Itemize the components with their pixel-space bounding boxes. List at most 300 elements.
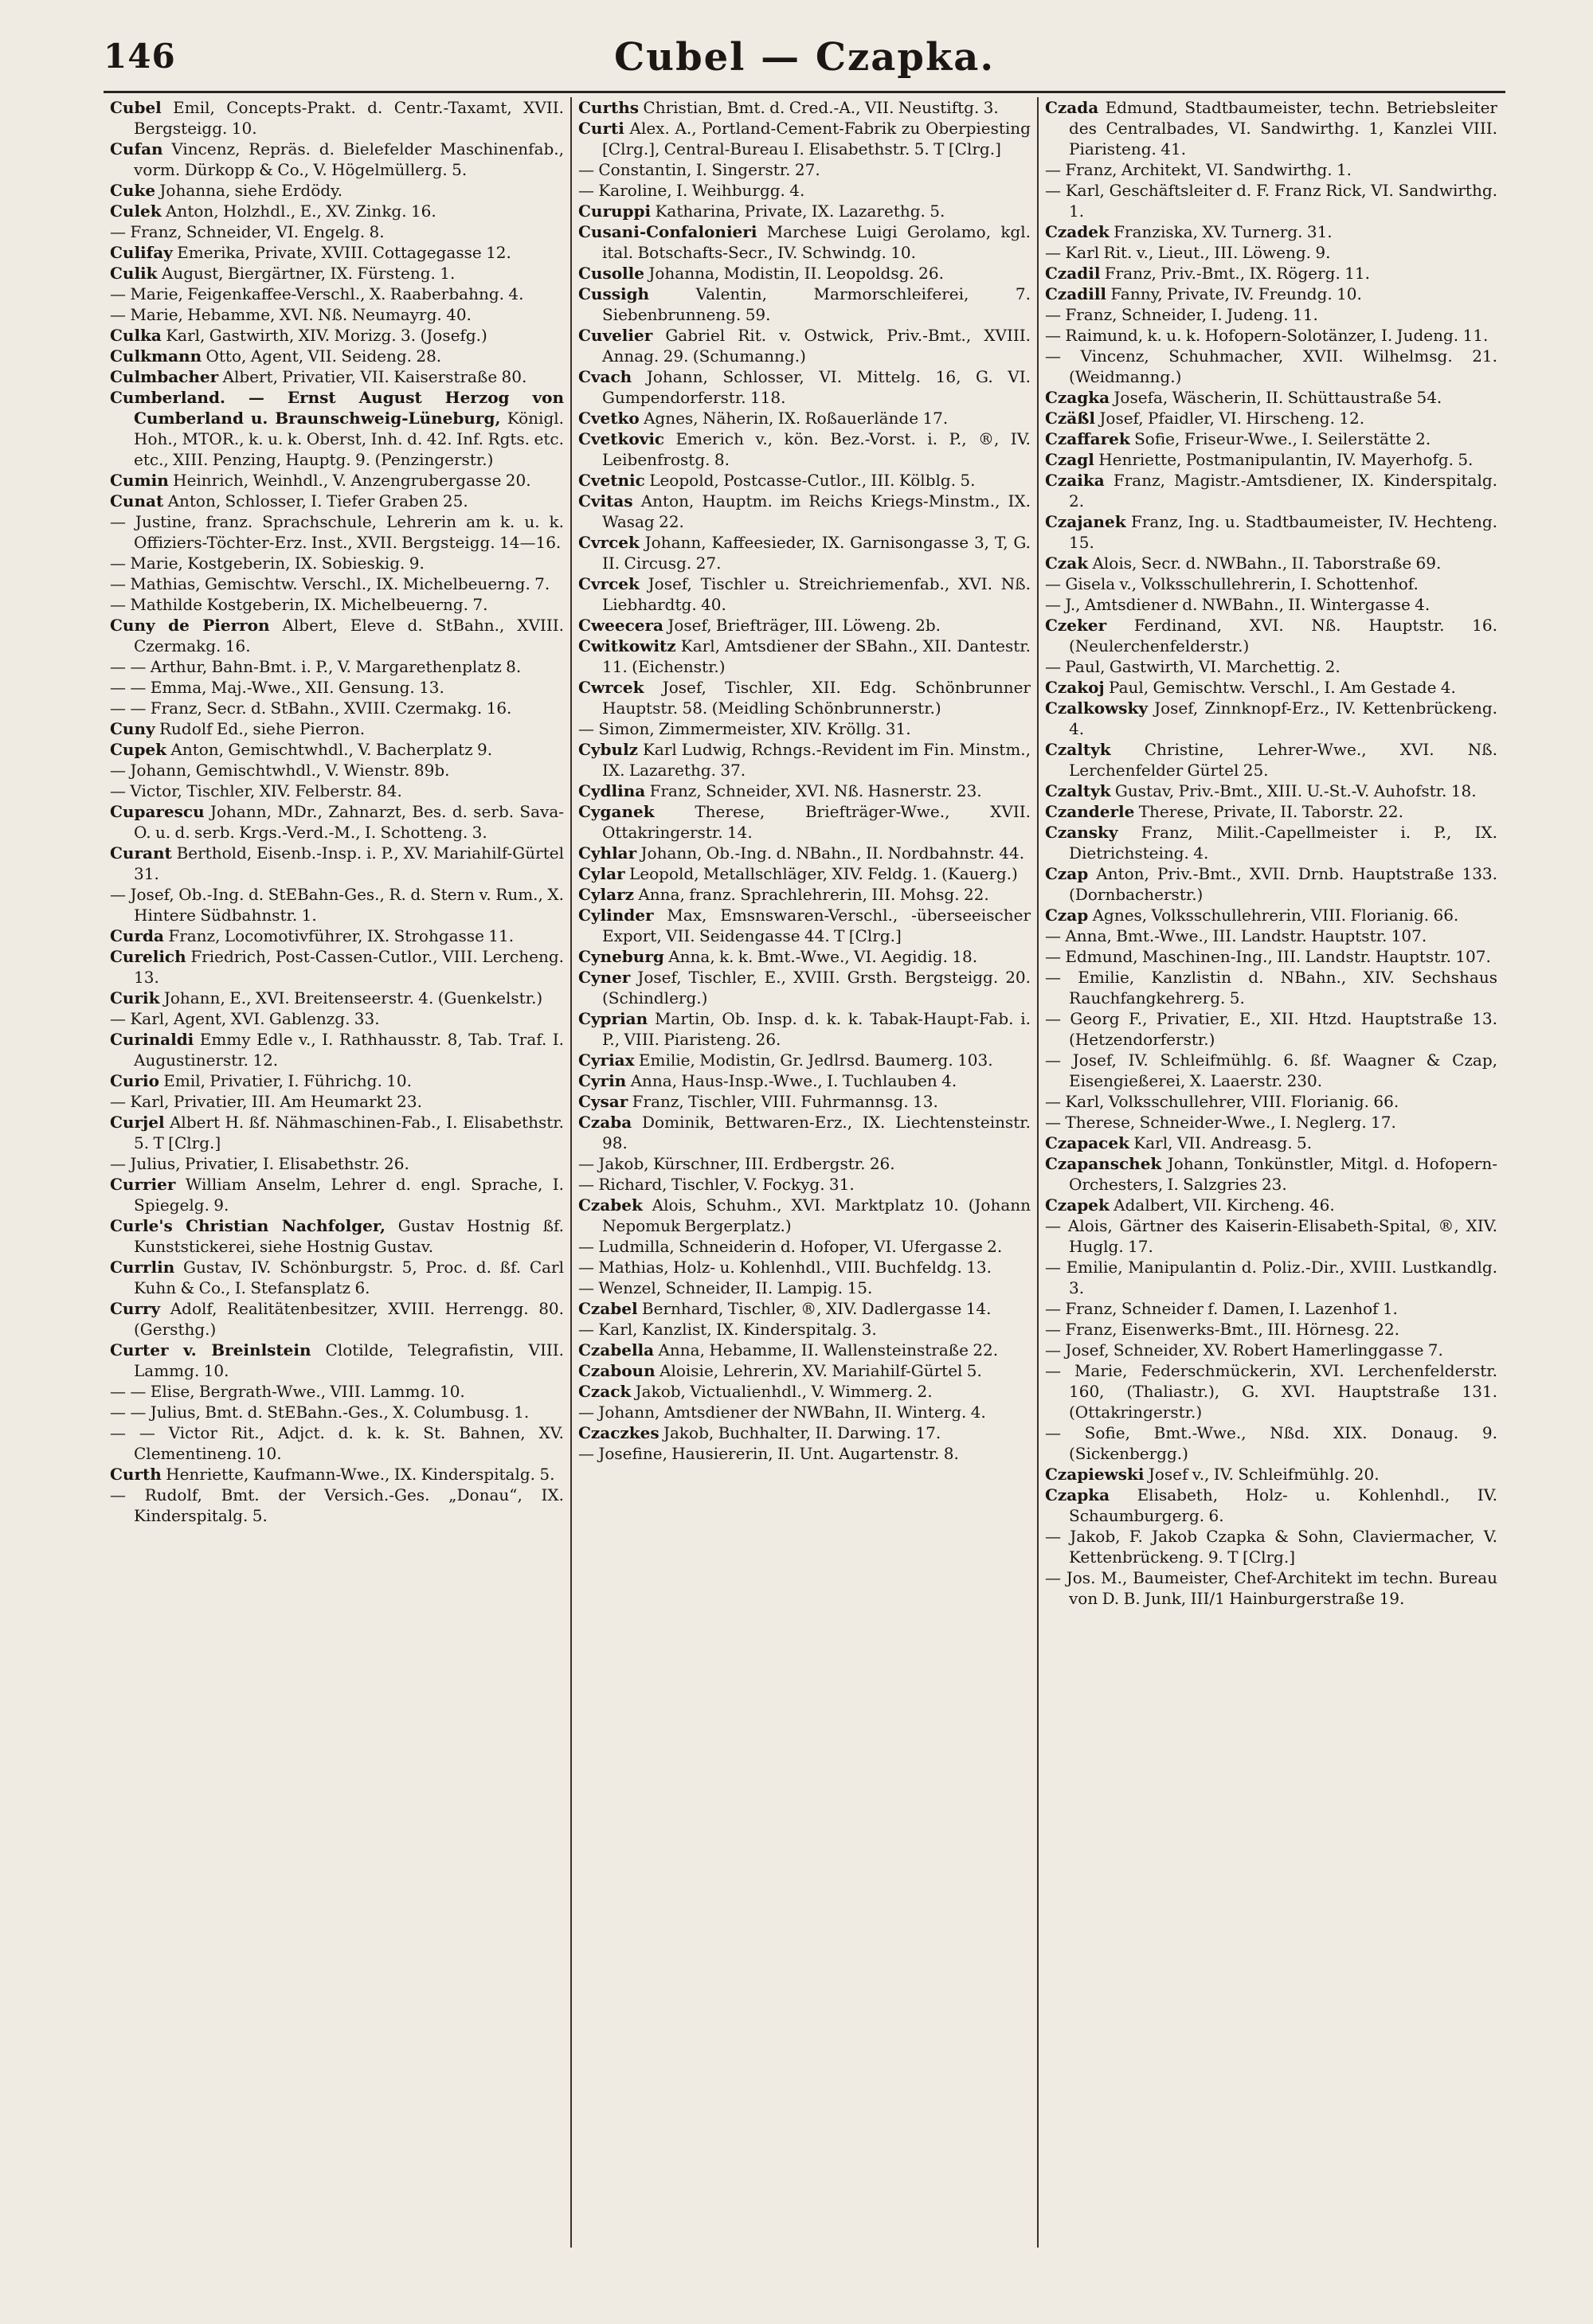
entry-name: Czanderle bbox=[1045, 802, 1135, 821]
entry-name: Currlin bbox=[110, 1258, 175, 1277]
entry-name: Czäßl bbox=[1045, 409, 1096, 428]
directory-entry bbox=[110, 573, 564, 594]
entry-name: Cylarz bbox=[578, 885, 634, 904]
entry-text: — Anna, Bmt.-Wwe., III. Landstr. Hauptstr. 107. bbox=[1045, 926, 1427, 945]
entry-text: — Franz, Schneider, VI. Engelg. 8. bbox=[110, 222, 385, 241]
entry-name: Czadil bbox=[1045, 264, 1101, 283]
entry-name: Cyrin bbox=[578, 1071, 627, 1090]
entry-text: Franz, Locomotivführer, IX. Strohgasse 11. bbox=[168, 926, 515, 945]
entry-name: Cvach bbox=[578, 367, 632, 386]
directory-entry bbox=[578, 1443, 1031, 1464]
directory-entry bbox=[110, 677, 564, 698]
entry-name: Czabella bbox=[578, 1340, 655, 1360]
directory-entry bbox=[578, 532, 1031, 573]
directory-entry bbox=[110, 263, 564, 284]
directory-entry bbox=[110, 1257, 564, 1298]
entry-text: Christian, Bmt. d. Cred.-A., VII. Neustiftg. 3. bbox=[643, 98, 999, 117]
directory-entry bbox=[110, 1464, 564, 1485]
directory-entry bbox=[110, 1381, 564, 1402]
directory-entry bbox=[1045, 905, 1497, 925]
entry-text: — Alois, Gärtner des Kaiserin-Elisabeth-Spital, ®, XIV. Huglg. 17. bbox=[1045, 1216, 1497, 1256]
directory-entry bbox=[1045, 263, 1497, 284]
entry-text: — Johann, Amtsdiener der NWBahn, II. Winterg. 4. bbox=[578, 1403, 986, 1422]
entry-text: Max, Emsnswaren-Verschl., -überseeischer Export, VII. Seidengasse 44. T [Clrg.] bbox=[602, 906, 1031, 945]
directory-entry bbox=[110, 1070, 564, 1091]
entry-name: Curda bbox=[110, 926, 164, 945]
directory-entry bbox=[578, 946, 1031, 967]
directory-entry bbox=[110, 781, 564, 801]
entry-text: Agnes, Näherin, IX. Roßauerlände 17. bbox=[644, 409, 949, 428]
entry-name: Czakoj bbox=[1045, 678, 1105, 697]
directory-entry bbox=[578, 180, 1031, 201]
directory-entry bbox=[110, 97, 564, 139]
entry-text: Anna, Hebamme, II. Wallensteinstraße 22. bbox=[658, 1340, 999, 1360]
directory-entry bbox=[110, 698, 564, 718]
entry-text: Emil, Concepts-Prakt. d. Centr.-Taxamt, XVII. Bergsteigg. 10. bbox=[134, 98, 564, 138]
entry-name: Czaika bbox=[1045, 471, 1105, 490]
directory-entry bbox=[578, 573, 1031, 615]
directory-entry bbox=[110, 1112, 564, 1153]
directory-entry bbox=[1045, 1050, 1497, 1091]
entry-text: — Karl, Agent, XVI. Gablenzg. 33. bbox=[110, 1009, 380, 1028]
entry-name: Cunat bbox=[110, 491, 164, 511]
entry-name: Culmbacher bbox=[110, 367, 219, 386]
entry-text: Josef, Tischler, E., XVIII. Grsth. Bergsteigg. 20. (Schindlerg.) bbox=[602, 968, 1031, 1007]
directory-entry bbox=[1045, 408, 1497, 428]
directory-entry bbox=[1045, 221, 1497, 242]
directory-entry bbox=[110, 1153, 564, 1174]
directory-entry bbox=[578, 1050, 1031, 1070]
directory-entry bbox=[1045, 449, 1497, 470]
entry-name: Cuny bbox=[110, 719, 155, 738]
directory-entry bbox=[578, 1236, 1031, 1257]
directory-entry bbox=[110, 656, 564, 677]
directory-entry bbox=[1045, 511, 1497, 553]
entry-text: Paul, Gemischtw. Verschl., I. Am Gestade 4. bbox=[1109, 678, 1456, 697]
directory-entry bbox=[1045, 97, 1497, 159]
entry-name: Czadek bbox=[1045, 222, 1110, 241]
entry-text: — Ludmilla, Schneiderin d. Hofoper, VI. Ufergasse 2. bbox=[578, 1237, 1003, 1256]
directory-entry bbox=[578, 1257, 1031, 1277]
entry-text: Martin, Ob. Insp. d. k. k. Tabak-Haupt-Fab. i. P., VIII. Piaristeng. 26. bbox=[602, 1009, 1031, 1049]
entry-text: Josef, Tischler, XII. Edg. Schönbrunner Hauptstr. 58. (Meidling Schönbrunnerstr.) bbox=[602, 678, 1031, 718]
directory-entry bbox=[1045, 967, 1497, 1008]
entry-text: Anton, Hauptm. im Reichs Kriegs-Minstm., IX. Wasag 22. bbox=[602, 491, 1031, 531]
entry-name: Czak bbox=[1045, 554, 1089, 573]
entry-text: Henriette, Kaufmann-Wwe., IX. Kinderspitalg. 5. bbox=[166, 1465, 555, 1484]
entry-name: Czadill bbox=[1045, 284, 1107, 303]
entry-text: Franz, Magistr.-Amtsdiener, IX. Kinderspitalg. 2. bbox=[1069, 471, 1497, 511]
directory-entry bbox=[578, 905, 1031, 946]
directory-entry bbox=[110, 1422, 564, 1464]
directory-entry bbox=[110, 201, 564, 221]
directory-entry bbox=[578, 1340, 1031, 1360]
directory-entry bbox=[578, 1298, 1031, 1319]
entry-text: Gustav, IV. Schönburgstr. 5, Proc. d. ßf. Carl Kuhn & Co., I. Stefansplatz 6. bbox=[134, 1258, 565, 1297]
directory-entry bbox=[578, 221, 1031, 263]
directory-entry bbox=[110, 1340, 564, 1381]
entry-text: Aloisie, Lehrerin, XV. Mariahilf-Gürtel 5. bbox=[660, 1361, 982, 1380]
directory-entry bbox=[1045, 325, 1497, 346]
directory-entry bbox=[578, 718, 1031, 739]
entry-name: Czack bbox=[578, 1382, 632, 1401]
entry-name: Czap bbox=[1045, 906, 1089, 925]
directory-entry bbox=[110, 491, 564, 511]
entry-name: Cvetnic bbox=[578, 471, 645, 490]
directory-entry bbox=[578, 428, 1031, 470]
entry-text: Emil, Privatier, I. Führichg. 10. bbox=[163, 1071, 412, 1090]
directory-entry bbox=[1045, 594, 1497, 615]
entry-text: August, Biergärtner, IX. Fürsteng. 1. bbox=[161, 264, 456, 283]
entry-text: — Marie, Kostgeberin, IX. Sobieskig. 9. bbox=[110, 554, 425, 573]
entry-name: Curik bbox=[110, 988, 160, 1007]
entry-name: Culka bbox=[110, 326, 162, 345]
directory-entry bbox=[1045, 1008, 1497, 1050]
entry-name: Cussigh bbox=[578, 284, 650, 303]
directory-entry bbox=[1045, 1319, 1497, 1340]
directory-entry bbox=[110, 801, 564, 843]
entry-text: Anton, Schlosser, I. Tiefer Graben 25. bbox=[167, 491, 468, 511]
entry-name: Cyhlar bbox=[578, 843, 637, 863]
directory-entry bbox=[578, 263, 1031, 284]
directory-entry bbox=[1045, 822, 1497, 863]
entry-text: Johann, Kaffeesieder, IX. Garnisongasse 3, T, G. II. Circusg. 27. bbox=[602, 533, 1031, 573]
directory-entry bbox=[578, 615, 1031, 636]
directory-entry bbox=[1045, 1112, 1497, 1133]
entry-name: Cwrcek bbox=[578, 678, 644, 697]
directory-entry bbox=[110, 1174, 564, 1215]
directory-entry bbox=[578, 201, 1031, 221]
entry-name: Curjel bbox=[110, 1113, 165, 1132]
entry-text: Karl, Gastwirth, XIV. Morizg. 3. (Josefg.) bbox=[166, 326, 487, 345]
entry-text: Anton, Priv.-Bmt., XVII. Drnb. Hauptstraße 133. (Dornbacherstr.) bbox=[1069, 864, 1498, 904]
entry-text: Johann, Ob.-Ing. d. NBahn., II. Nordbahnstr. 44. bbox=[640, 843, 1025, 863]
column-3 bbox=[1037, 97, 1504, 2248]
entry-text: Karl, Amtsdiener der SBahn., XII. Dantestr. 11. (Eichenstr.) bbox=[602, 636, 1031, 676]
entry-name: Czapanschek bbox=[1045, 1154, 1162, 1173]
entry-text: Albert, Eleve d. StBahn., XVIII. Czermakg. 16. bbox=[134, 616, 564, 655]
entry-name: Cyriax bbox=[578, 1050, 635, 1070]
entry-text: Karl, VII. Andreasg. 5. bbox=[1133, 1133, 1313, 1152]
entry-text: Berthold, Eisenb.-Insp. i. P., XV. Mariahilf-Gürtel 31. bbox=[134, 843, 564, 883]
entry-text: Heinrich, Weinhdl., V. Anzengrubergasse 20. bbox=[173, 471, 531, 490]
entry-name: Cweecera bbox=[578, 616, 663, 635]
directory-entry bbox=[110, 884, 564, 925]
directory-entry bbox=[578, 1360, 1031, 1381]
entry-text: Gabriel Rit. v. Ostwick, Priv.-Bmt., XVIII. Annag. 29. (Schumanng.) bbox=[602, 326, 1031, 366]
entry-name: Czalkowsky bbox=[1045, 698, 1148, 718]
entry-name: Cvetkovic bbox=[578, 429, 665, 448]
entry-name: Czapka bbox=[1045, 1485, 1110, 1504]
entry-text: Johann, MDr., Zahnarzt, Bes. d. serb. Sava-O. u. d. serb. Krgs.-Verd.-M., I. Schotteng. 3. bbox=[134, 802, 564, 842]
directory-entry bbox=[110, 760, 564, 781]
entry-text: Therese, Private, II. Taborstr. 22. bbox=[1138, 802, 1404, 821]
entry-name: Czaltyk bbox=[1045, 740, 1111, 759]
entry-text: — Mathias, Holz- u. Kohlenhdl., VIII. Buchfeldg. 13. bbox=[578, 1258, 992, 1277]
entry-name: Cylar bbox=[578, 864, 625, 883]
column-1 bbox=[104, 97, 570, 2248]
entry-name: Czapacek bbox=[1045, 1133, 1129, 1152]
entry-text: — Marie, Feigenkaffee-Verschl., X. Raaberbahng. 4. bbox=[110, 284, 524, 303]
entry-text: Marchese Luigi Gerolamo, kgl. ital. Botschafts-Secr., IV. Schwindg. 10. bbox=[602, 222, 1031, 262]
entry-text: Adolf, Realitätenbesitzer, XVIII. Herrengg. 80. (Gersthg.) bbox=[134, 1299, 564, 1339]
entry-text: Alex. A., Portland-Cement-Fabrik zu Oberpiesting [Clrg.], Central-Bureau I. Elisabethstr. 5. T [Clrg.] bbox=[602, 119, 1031, 158]
entry-text: Josef, Briefträger, III. Löweng. 2b. bbox=[667, 616, 941, 635]
entry-name: Cubel bbox=[110, 98, 162, 117]
entry-text: — J., Amtsdiener d. NWBahn., II. Wintergasse 4. bbox=[1045, 595, 1431, 614]
entry-text: Josefa, Wäscherin, II. Schüttaustraße 54. bbox=[1114, 388, 1442, 407]
directory-entry bbox=[110, 1008, 564, 1029]
entry-text: Bernhard, Tischler, ®, XIV. Dadlergasse 14. bbox=[641, 1299, 992, 1318]
entry-text: Leopold, Metallschläger, XIV. Feldg. 1. (Kauerg.) bbox=[629, 864, 1018, 883]
entry-text: — Therese, Schneider-Wwe., I. Neglerg. 17. bbox=[1045, 1113, 1396, 1132]
entry-text: Johann, Schlosser, VI. Mittelg. 16, G. VI. Gumpendorferstr. 118. bbox=[602, 367, 1031, 407]
entry-name: Czaba bbox=[578, 1113, 632, 1132]
entry-text: Anna, Haus-Insp.-Wwe., I. Tuchlauben 4. bbox=[630, 1071, 957, 1090]
entry-text: Anna, franz. Sprachlehrerin, III. Mohsg. 22. bbox=[638, 885, 989, 904]
entry-text: Emmy Edle v., I. Rathhausstr. 8, Tab. Traf. I. Augustinerstr. 12. bbox=[134, 1030, 564, 1070]
entry-name: Curths bbox=[578, 98, 640, 117]
directory-entry bbox=[110, 594, 564, 615]
entry-name: Curinaldi bbox=[110, 1030, 194, 1049]
entry-name: Czeker bbox=[1045, 616, 1107, 635]
entry-text: — Richard, Tischler, V. Fockyg. 31. bbox=[578, 1175, 855, 1194]
directory-entry bbox=[110, 553, 564, 573]
directory-entry bbox=[1045, 946, 1497, 967]
entry-text: Johanna, siehe Erdödy. bbox=[159, 181, 343, 200]
directory-entry bbox=[578, 843, 1031, 863]
entry-name: Cyprian bbox=[578, 1009, 648, 1028]
directory-entry bbox=[578, 366, 1031, 408]
entry-text: — — Elise, Bergrath-Wwe., VIII. Lammg. 10. bbox=[110, 1382, 465, 1401]
entry-text: — Johann, Gemischtwhdl., V. Wienstr. 89b. bbox=[110, 761, 450, 780]
directory-entry bbox=[1045, 1298, 1497, 1319]
directory-entry bbox=[110, 242, 564, 263]
entry-text: Friedrich, Post-Cassen-Cutlor., VIII. Lercheng. 13. bbox=[134, 947, 565, 987]
entry-text: Josef v., IV. Schleifmühlg. 20. bbox=[1148, 1465, 1380, 1484]
entry-text: Gustav Hostnig ßf. Kunststickerei, siehe Hostnig Gustav. bbox=[134, 1216, 564, 1256]
entry-text: — Georg F., Privatier, E., XII. Htzd. Hauptstraße 13. (Hetzendorferstr.) bbox=[1045, 1009, 1497, 1049]
entry-text: — — Franz, Secr. d. StBahn., XVIII. Czermakg. 16. bbox=[110, 698, 512, 718]
entry-name: Cvitas bbox=[578, 491, 633, 511]
entry-text: — Gisela v., Volksschullehrerin, I. Schottenhof. bbox=[1045, 574, 1419, 593]
entry-name: Cusani-Confalonieri bbox=[578, 222, 757, 241]
entry-text: — Raimund, k. u. k. Hofopern-Solotänzer, I. Judeng. 11. bbox=[1045, 326, 1489, 345]
directory-entry bbox=[578, 284, 1031, 325]
directory-entry bbox=[1045, 573, 1497, 594]
directory-entry bbox=[1045, 1195, 1497, 1215]
entry-text: Franz, Milit.-Capellmeister i. P., IX. Dietrichsteing. 4. bbox=[1069, 823, 1497, 863]
directory-entry bbox=[110, 1091, 564, 1112]
entry-text: Ferdinand, XVI. Nß. Hauptstr. 16. (Neulerchenfelderstr.) bbox=[1069, 616, 1497, 655]
entry-name: Czaboun bbox=[578, 1361, 656, 1380]
directory-entry bbox=[578, 408, 1031, 428]
directory-entry bbox=[110, 139, 564, 180]
entry-name: Cvrcek bbox=[578, 574, 640, 593]
directory-entry bbox=[578, 1381, 1031, 1402]
directory-entry bbox=[1045, 346, 1497, 387]
entry-name: Cyneburg bbox=[578, 947, 664, 966]
entry-text: — Karl Rit. v., Lieut., III. Löweng. 9. bbox=[1045, 243, 1331, 262]
directory-entry bbox=[578, 491, 1031, 532]
directory-entry bbox=[110, 1402, 564, 1422]
entry-text: — Victor, Tischler, XIV. Felberstr. 84. bbox=[110, 781, 402, 800]
entry-text: Edmund, Stadtbaumeister, techn. Betriebsleiter des Centralbades, VI. Sandwirthg. 1, Kanzlei VIII. Piaristeng. 41. bbox=[1069, 98, 1497, 158]
page-number: 146 bbox=[104, 37, 176, 76]
directory-entry bbox=[110, 718, 564, 739]
entry-text: — Josef, IV. Schleifmühlg. 6. ßf. Waagner & Czap, Eisengießerei, X. Laaerstr. 230. bbox=[1045, 1050, 1497, 1090]
entry-text: — Emilie, Manipulantin d. Poliz.-Dir., XVIII. Lustkandlg. 3. bbox=[1045, 1258, 1497, 1297]
entry-text: Franz, Schneider, XVI. Nß. Hasnerstr. 23. bbox=[649, 781, 982, 800]
entry-text: — Jos. M., Baumeister, Chef-Architekt im techn. Bureau von D. B. Junk, III/1 Hainburgerstraße 19. bbox=[1045, 1568, 1497, 1608]
entry-name: Curter v. Breinlstein bbox=[110, 1340, 311, 1360]
entry-name: Cylinder bbox=[578, 906, 654, 925]
entry-text: Emilie, Modistin, Gr. Jedlrsd. Baumerg. 103. bbox=[638, 1050, 993, 1070]
entry-name: Currier bbox=[110, 1175, 176, 1194]
directory-entry bbox=[1045, 1485, 1497, 1526]
column-2 bbox=[570, 97, 1037, 2248]
entry-text: Franziska, XV. Turnerg. 31. bbox=[1114, 222, 1333, 241]
directory-entry bbox=[1045, 1360, 1497, 1422]
directory-entry bbox=[578, 118, 1031, 159]
entry-name: Czap bbox=[1045, 864, 1089, 883]
directory-entry bbox=[1045, 180, 1497, 221]
entry-name: Czajanek bbox=[1045, 512, 1126, 531]
directory-entry bbox=[578, 470, 1031, 491]
running-title: Cubel — Czapka. bbox=[613, 35, 996, 80]
directory-entry bbox=[1045, 925, 1497, 946]
entry-text: — Rudolf, Bmt. der Versich.-Ges. „Donau“, IX. Kinderspitalg. 5. bbox=[110, 1485, 564, 1525]
entry-name: Czansky bbox=[1045, 823, 1118, 842]
entry-text: Josef, Pfaidler, VI. Hirscheng. 12. bbox=[1099, 409, 1365, 428]
entry-text: — Franz, Schneider f. Damen, I. Lazenhof 1. bbox=[1045, 1299, 1398, 1318]
entry-text: — Marie, Federschmückerin, XVI. Lerchenfelderstr. 160, (Thaliastr.), G. XVI. Hauptstraße 131. (Ottakringerstr.) bbox=[1045, 1361, 1497, 1422]
directory-entry bbox=[110, 304, 564, 325]
entry-text: — Karl, Kanzlist, IX. Kinderspitalg. 3. bbox=[578, 1320, 877, 1339]
entry-text: — Jakob, F. Jakob Czapka & Sohn, Claviermacher, V. Kettenbrückeng. 9. T [Clrg.] bbox=[1045, 1527, 1497, 1567]
entry-text: — Mathias, Gemischtw. Verschl., IX. Michelbeuerng. 7. bbox=[110, 574, 550, 593]
entry-name: Culkmann bbox=[110, 346, 202, 366]
directory-entry bbox=[578, 884, 1031, 905]
entry-text: — Franz, Architekt, VI. Sandwirthg. 1. bbox=[1045, 160, 1352, 179]
directory-entry bbox=[578, 801, 1031, 843]
directory-entry bbox=[1045, 1133, 1497, 1153]
entry-text: Alois, Schuhm., XVI. Marktplatz 10. (Johann Nepomuk Bergerplatz.) bbox=[602, 1195, 1031, 1235]
entry-text: Elisabeth, Holz- u. Kohlenhdl., IV. Schaumburgerg. 6. bbox=[1069, 1485, 1498, 1525]
directory-entry bbox=[110, 346, 564, 366]
directory-entry bbox=[578, 967, 1031, 1008]
directory-entry bbox=[110, 366, 564, 387]
directory-entry bbox=[578, 1174, 1031, 1195]
directory-entry bbox=[110, 1029, 564, 1070]
entry-name: Cwitkowitz bbox=[578, 636, 676, 655]
entry-name: Cuke bbox=[110, 181, 156, 200]
entry-text: Franz, Ing. u. Stadtbaumeister, IV. Hechteng. 15. bbox=[1069, 512, 1498, 552]
directory-entry bbox=[578, 1008, 1031, 1050]
directory-entry bbox=[110, 739, 564, 760]
entry-text: — Justine, franz. Sprachschule, Lehrerin am k. u. k. Offiziers-Töchter-Erz. Inst., XVII. Bergsteigg. 14—16. bbox=[110, 512, 564, 552]
entry-name: Cyganek bbox=[578, 802, 655, 821]
entry-name: Cydlina bbox=[578, 781, 646, 800]
entry-text: — Paul, Gastwirth, VI. Marchettig. 2. bbox=[1045, 657, 1341, 676]
entry-name: Curant bbox=[110, 843, 172, 863]
directory-entry bbox=[110, 284, 564, 304]
directory-entry bbox=[110, 470, 564, 491]
directory-entry bbox=[1045, 677, 1497, 698]
entry-text: Valentin, Marmorschleiferei, 7. Siebenbrunneng. 59. bbox=[602, 284, 1031, 324]
directory-entry bbox=[1045, 781, 1497, 801]
entry-name: Czaffarek bbox=[1045, 429, 1130, 448]
directory-entry bbox=[110, 1485, 564, 1526]
entry-text: Clotilde, Telegrafistin, VIII. Lammg. 10. bbox=[134, 1340, 565, 1380]
entry-text: — Edmund, Maschinen-Ing., III. Landstr. Hauptstr. 107. bbox=[1045, 947, 1491, 966]
directory-entry bbox=[1045, 284, 1497, 304]
entry-text: Vincenz, Repräs. d. Bielefelder Maschinenfab., vorm. Dürkopp & Co., V. Högelmüllerg. 5. bbox=[134, 139, 565, 179]
entry-name: Cufan bbox=[110, 139, 163, 158]
entry-text: Albert, Privatier, VII. Kaiserstraße 80. bbox=[222, 367, 527, 386]
entry-text: Dominik, Bettwaren-Erz., IX. Liechtensteinstr. 98. bbox=[602, 1113, 1031, 1152]
entry-name: Cuny de Pierron bbox=[110, 616, 270, 635]
directory-entry bbox=[1045, 1464, 1497, 1485]
directory-entry bbox=[1045, 1215, 1497, 1257]
directory-entry bbox=[578, 1402, 1031, 1422]
entry-name: Curuppi bbox=[578, 201, 652, 221]
entry-text: — Karl, Geschäftsleiter d. F. Franz Rick, VI. Sandwirthg. 1. bbox=[1045, 181, 1497, 221]
entry-name: Curth bbox=[110, 1465, 162, 1484]
directory-entry bbox=[1045, 739, 1497, 781]
entry-text: Karl Ludwig, Rchngs.-Revident im Fin. Minstm., IX. Lazarethg. 37. bbox=[602, 740, 1031, 780]
entry-text: Anton, Gemischtwhdl., V. Bacherplatz 9. bbox=[170, 740, 493, 759]
entry-text: Franz, Priv.-Bmt., IX. Rögerg. 11. bbox=[1104, 264, 1370, 283]
directory-entry bbox=[1045, 698, 1497, 739]
entry-text: Therese, Briefträger-Wwe., XVII. Ottakringerstr. 14. bbox=[602, 802, 1031, 842]
directory-entry bbox=[1045, 1526, 1497, 1567]
entry-text: — Karl, Privatier, III. Am Heumarkt 23. bbox=[110, 1092, 422, 1111]
directory-entry bbox=[1045, 1091, 1497, 1112]
entry-text: Gustav, Priv.-Bmt., XIII. U.-St.-V. Auhofstr. 18. bbox=[1114, 781, 1477, 800]
entry-text: Rudolf Ed., siehe Pierron. bbox=[159, 719, 366, 738]
directory-entry bbox=[110, 325, 564, 346]
entry-text: — Franz, Eisenwerks-Bmt., III. Hörnesg. 22. bbox=[1045, 1320, 1400, 1339]
directory-entry bbox=[578, 1153, 1031, 1174]
directory-entry bbox=[1045, 1567, 1497, 1609]
directory-entry bbox=[110, 615, 564, 656]
directory-entry bbox=[1045, 304, 1497, 325]
directory-entry bbox=[578, 1319, 1031, 1340]
entry-name: Czabel bbox=[578, 1299, 638, 1318]
entry-text: — Karl, Volksschullehrer, VIII. Florianig. 66. bbox=[1045, 1092, 1399, 1111]
directory-entry bbox=[578, 1277, 1031, 1298]
page-header bbox=[104, 30, 1505, 93]
entry-text: Anna, k. k. Bmt.-Wwe., VI. Aegidig. 18. bbox=[668, 947, 978, 966]
entry-name: Czagl bbox=[1045, 450, 1094, 469]
entry-name: Curry bbox=[110, 1299, 161, 1318]
directory-entry bbox=[110, 1215, 564, 1257]
entry-text: Josef, Zinnknopf-Erz., IV. Kettenbrückeng. 4. bbox=[1069, 698, 1497, 738]
directory-entry bbox=[1045, 242, 1497, 263]
directory-entry bbox=[110, 925, 564, 946]
entry-name: Culik bbox=[110, 264, 158, 283]
directory-entry bbox=[110, 843, 564, 884]
entry-text: — — Arthur, Bahn-Bmt. i. P., V. Margarethenplatz 8. bbox=[110, 657, 522, 676]
entry-text: — Simon, Zimmermeister, XIV. Kröllg. 31. bbox=[578, 719, 911, 738]
entry-text: — Sofie, Bmt.-Wwe., Nßd. XIX. Donaug. 9. (Sickenbergg.) bbox=[1045, 1423, 1497, 1463]
entry-name: Cuvelier bbox=[578, 326, 653, 345]
directory-entry bbox=[1045, 387, 1497, 408]
entry-text: Königl. Hoh., MTOR., k. u. k. Oberst, Inh. d. 42. Inf. Rgts. etc. etc., XIII. Penzing, Hauptg. 9. (Penzingerstr.) bbox=[134, 409, 564, 469]
entry-text: Franz, Tischler, VIII. Fuhrmannsg. 13. bbox=[632, 1092, 938, 1111]
entry-name: Curelich bbox=[110, 947, 186, 966]
